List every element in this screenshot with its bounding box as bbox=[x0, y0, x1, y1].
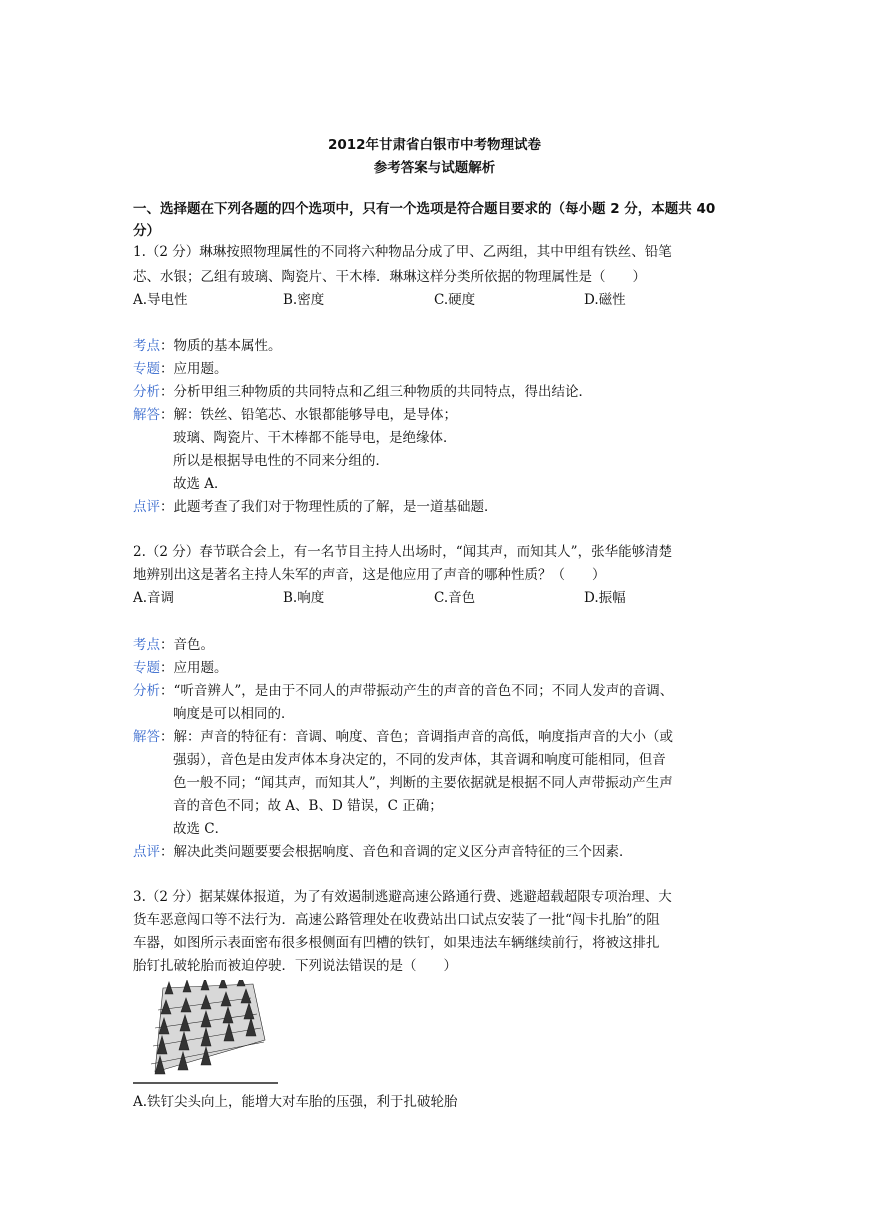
q2-option-a: A.音调 bbox=[133, 590, 175, 606]
colon: ： bbox=[160, 407, 174, 423]
q1-stem-line-2: 芯、水银；乙组有玻璃、陶瓷片、干木棒．琳琳这样分类所依据的物理属性是（ ） bbox=[133, 269, 646, 285]
q1-option-d: D.磁性 bbox=[584, 292, 626, 308]
q1-jieda-line-1: 解：铁丝、铅笔芯、水银都能够导电，是导体； bbox=[173, 407, 457, 423]
q1-fenxi-row bbox=[133, 383, 592, 401]
colon: ： bbox=[160, 361, 174, 377]
q1-jieda-line-4: 故选 A． bbox=[173, 476, 228, 492]
q3-option-a: A.铁钉尖头向上，能增大对车胎的压强，利于扎破轮胎 bbox=[133, 1094, 458, 1110]
q1-jieda-line-3: 所以是根据导电性的不同来分组的． bbox=[173, 453, 389, 469]
q2-zhuanti-text: 应用题。 bbox=[173, 660, 228, 676]
section-heading: 一、选择题在下列各题的四个选项中，只有一个选项是符合题目要求的（每小题 2 分，本题共 40 分） bbox=[133, 201, 716, 239]
kaodian-label: 考点 bbox=[133, 338, 160, 354]
dianping-label: 点评 bbox=[133, 844, 160, 860]
q2-jieda-row bbox=[133, 728, 673, 746]
zhuanti-label: 专题 bbox=[133, 361, 160, 377]
document-title: 2012年甘肃省白银市中考物理试卷 bbox=[327, 137, 542, 153]
q1-zhuanti-text: 应用题。 bbox=[173, 361, 228, 377]
zhuanti-label: 专题 bbox=[133, 660, 160, 676]
q2-stem-line-2: 地辨别出这是著名主持人朱军的声音，这是他应用了声音的哪种性质？（ ） bbox=[133, 567, 606, 583]
q1-kaodian-text: 物质的基本属性。 bbox=[173, 338, 282, 354]
q2-jieda-line-3: 色一般不同；“闻其声，而知其人”，判断的主要依据就是根据不同人声带振动产生声 bbox=[173, 775, 673, 791]
q2-stem-line-1: 2.（2 分）春节联合会上，有一名节目主持人出场时，“闻其声，而知其人”，张华能够清楚 bbox=[133, 544, 673, 560]
q2-option-c: C.音色 bbox=[434, 590, 476, 606]
q1-fenxi-text: 分析甲组三种物质的共同特点和乙组三种物质的共同特点，得出结论． bbox=[173, 384, 592, 400]
colon: ： bbox=[160, 844, 174, 860]
q2-jieda-line-4: 音的音色不同；故 A、B、D 错误，C 正确； bbox=[173, 798, 443, 814]
q1-zhuanti-row bbox=[133, 360, 228, 378]
q2-option-d: D.振幅 bbox=[584, 590, 626, 606]
colon: ： bbox=[160, 683, 174, 699]
q1-kaodian-row bbox=[133, 337, 282, 355]
q2-jieda-line-2: 强弱），音色是由发声体本身决定的，不同的发声体，其音调和响度可能相同，但音 bbox=[173, 752, 666, 768]
q1-option-b: B.密度 bbox=[283, 292, 325, 308]
q1-dianping-text: 此题考查了我们对于物理性质的了解，是一道基础题． bbox=[173, 499, 498, 515]
q3-stem-line-2: 货车恶意闯口等不法行为．高速公路管理处在收费站出口试点安装了一批“闯卡扎胎”的阻 bbox=[133, 912, 660, 928]
colon: ： bbox=[160, 338, 174, 354]
q1-option-c: C.硬度 bbox=[434, 292, 476, 308]
q1-option-a: A.导电性 bbox=[133, 292, 188, 308]
q3-stem-line-1: 3.（2 分）据某媒体报道，为了有效遏制逃避高速公路通行费、逃避超载超限专项治理、大 bbox=[133, 889, 672, 905]
q1-stem-line-1: 1.（2 分）琳琳按照物理属性的不同将六种物品分成了甲、乙两组，其中甲组有铁丝、铅笔 bbox=[133, 244, 672, 260]
jieda-label: 解答 bbox=[133, 729, 160, 745]
q1-jieda-line-2: 玻璃、陶瓷片、干木棒都不能导电，是绝缘体． bbox=[173, 430, 457, 446]
q2-fenxi-row bbox=[133, 682, 673, 700]
q2-jieda-line-1: 解：声音的特征有：音调、响度、音色；音调指声音的高低，响度指声音的大小（或 bbox=[173, 729, 673, 745]
colon: ： bbox=[160, 384, 174, 400]
spike-strip-image bbox=[133, 980, 278, 1085]
colon: ： bbox=[160, 637, 174, 653]
q2-dianping-row bbox=[133, 843, 633, 861]
q2-fenxi-line-1: “听音辨人”，是由于不同人的声带振动产生的声音的音色不同；不同人发声的音调、 bbox=[173, 683, 674, 699]
colon: ： bbox=[160, 729, 174, 745]
jieda-label: 解答 bbox=[133, 407, 160, 423]
kaodian-label: 考点 bbox=[133, 637, 160, 653]
colon: ： bbox=[160, 499, 174, 515]
q2-fenxi-line-2: 响度是可以相同的． bbox=[173, 706, 295, 722]
dianping-label: 点评 bbox=[133, 499, 160, 515]
q2-jieda-line-5: 故选 C． bbox=[173, 821, 229, 837]
q1-jieda-row bbox=[133, 406, 457, 424]
q3-stem-line-4: 胎钉扎破轮胎而被迫停驶．下列说法错误的是（ ） bbox=[133, 958, 457, 974]
q1-dianping-row bbox=[133, 498, 498, 516]
q3-stem-line-3: 车器，如图所示表面密布很多根侧面有凹槽的铁钉，如果违法车辆继续前行，将被这排扎 bbox=[133, 935, 660, 951]
q2-dianping-text: 解决此类问题要要会根据响度、音色和音调的定义区分声音特征的三个因素． bbox=[173, 844, 633, 860]
q2-kaodian-row bbox=[133, 636, 214, 654]
q2-option-b: B.响度 bbox=[283, 590, 325, 606]
fenxi-label: 分析 bbox=[133, 683, 160, 699]
fenxi-label: 分析 bbox=[133, 384, 160, 400]
colon: ： bbox=[160, 660, 174, 676]
q2-kaodian-text: 音色。 bbox=[173, 637, 214, 653]
q2-zhuanti-row bbox=[133, 659, 228, 677]
document-subtitle: 参考答案与试题解析 bbox=[373, 160, 496, 176]
